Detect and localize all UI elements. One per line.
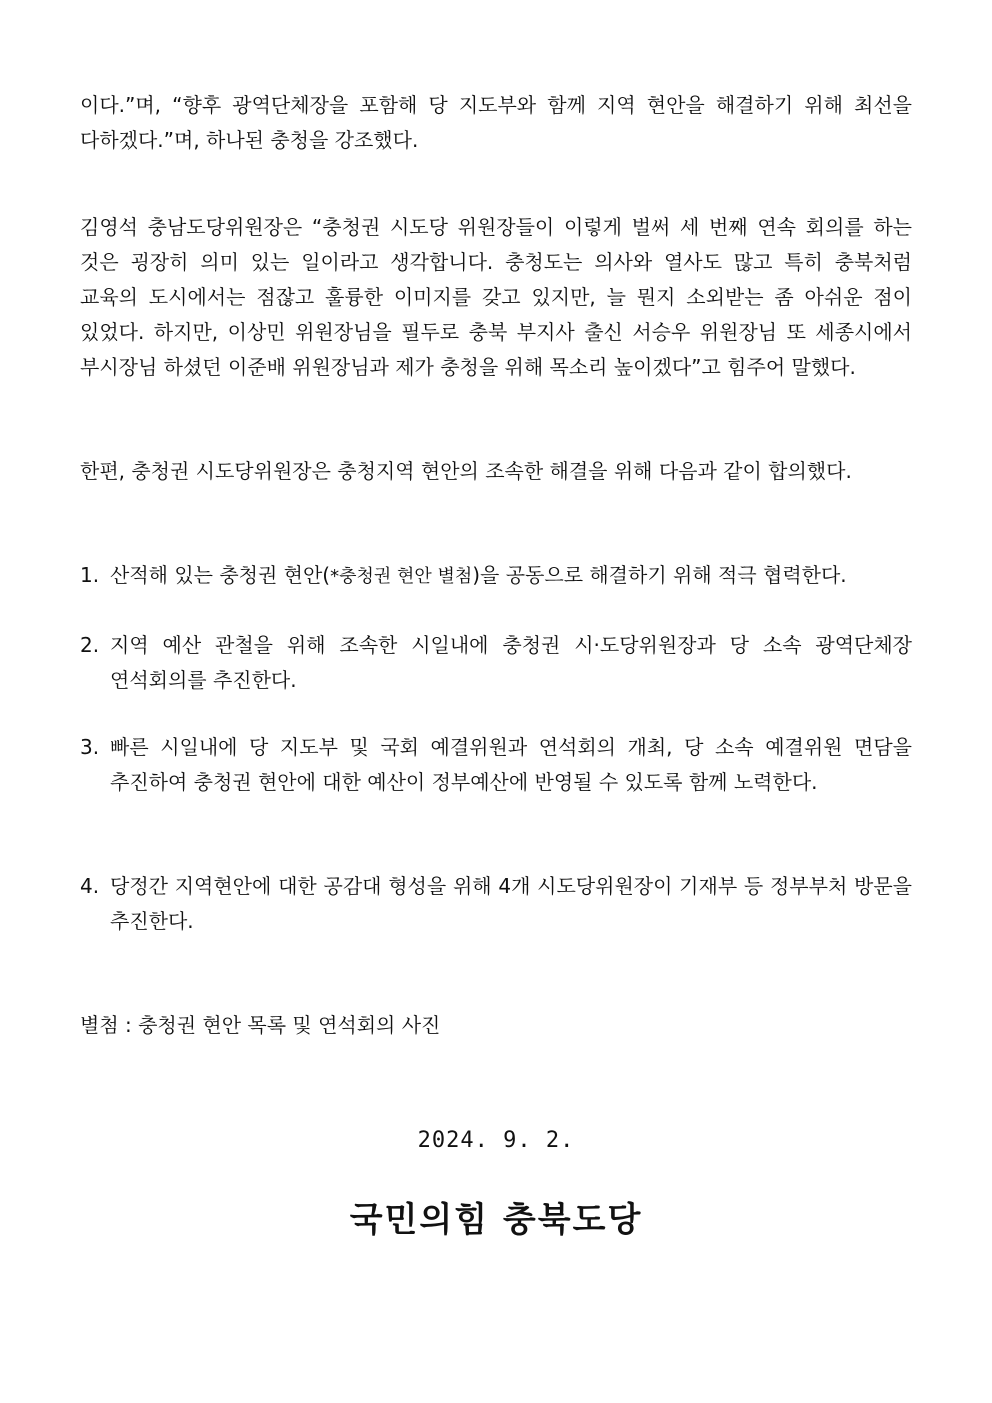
agreement-text: 지역 예산 관철을 위해 조속한 시일내에 충청권 시·도당위원장과 당 소속 광역단체장 연석회의를 추진한다. [110, 633, 912, 692]
agreement-item-3 [80, 730, 912, 800]
agreement-text-start: 산적해 있는 충청권 현안( [110, 563, 331, 587]
agreement-item-1 [80, 558, 912, 594]
agreement-number: 2. [80, 633, 100, 657]
annex-reference: *충청권 현안 별첨 [330, 566, 473, 587]
agreement-number: 3. [80, 735, 100, 759]
document-date: 2024. 9. 2. [417, 1128, 575, 1153]
paragraph-closing-quote: 이다.”며, “향후 광역단체장을 포함해 당 지도부와 함께 지역 현안을 해결하기 위해 최선을 다하겠다.”며, 하나된 충청을 강조했다. [80, 93, 912, 152]
agreement-number: 4. [80, 874, 100, 898]
agreement-text-end: )을 공동으로 해결하기 위해 적극 협력한다. [472, 563, 847, 587]
agreement-number: 1. [80, 563, 100, 587]
paragraph-chungnam-chair-remarks: 김영석 충남도당위원장은 “충청권 시도당 위원장들이 이렇게 벌써 세 번째 연속 회의를 하는 것은 굉장히 의미 있는 일이라고 생각합니다. 충청도는 의사와 열사도 많고 특히 충북처럼 교육의 도시에서는 점잖고 훌륭한 이미지를 갖고 있지만, 늘 뭔지 소외받는 좀 아쉬운 점이 있었다. 하지만, 이상민 위원장님을 필두로 충북 부지사 출신 서승우 위원장님 또 세종시에서 부시장님 하셨던 이준배 위원장님과 제가 충청을 위해 목소리 높이겠다”고 힘주어 말했다. [80, 215, 912, 379]
issuing-organization: 국민의힘 충북도당 [349, 1200, 643, 1240]
agreement-item-4 [80, 869, 912, 939]
attachment-note: 별첨 : 충청권 현안 목록 및 연석회의 사진 [80, 1013, 441, 1037]
agreement-text: 빠른 시일내에 당 지도부 및 국회 예결위원과 연석회의 개최, 당 소속 예결위원 면담을 추진하여 충청권 현안에 대한 예산이 정부예산에 반영될 수 있도록 함께 노력한다. [110, 735, 912, 794]
paragraph-agreement-intro: 한편, 충청권 시도당위원장은 충청지역 현안의 조속한 해결을 위해 다음과 같이 합의했다. [80, 459, 852, 483]
agreement-text: 당정간 지역현안에 대한 공감대 형성을 위해 4개 시도당위원장이 기재부 등 정부부처 방문을 추진한다. [110, 874, 912, 933]
agreement-item-2 [80, 628, 912, 698]
